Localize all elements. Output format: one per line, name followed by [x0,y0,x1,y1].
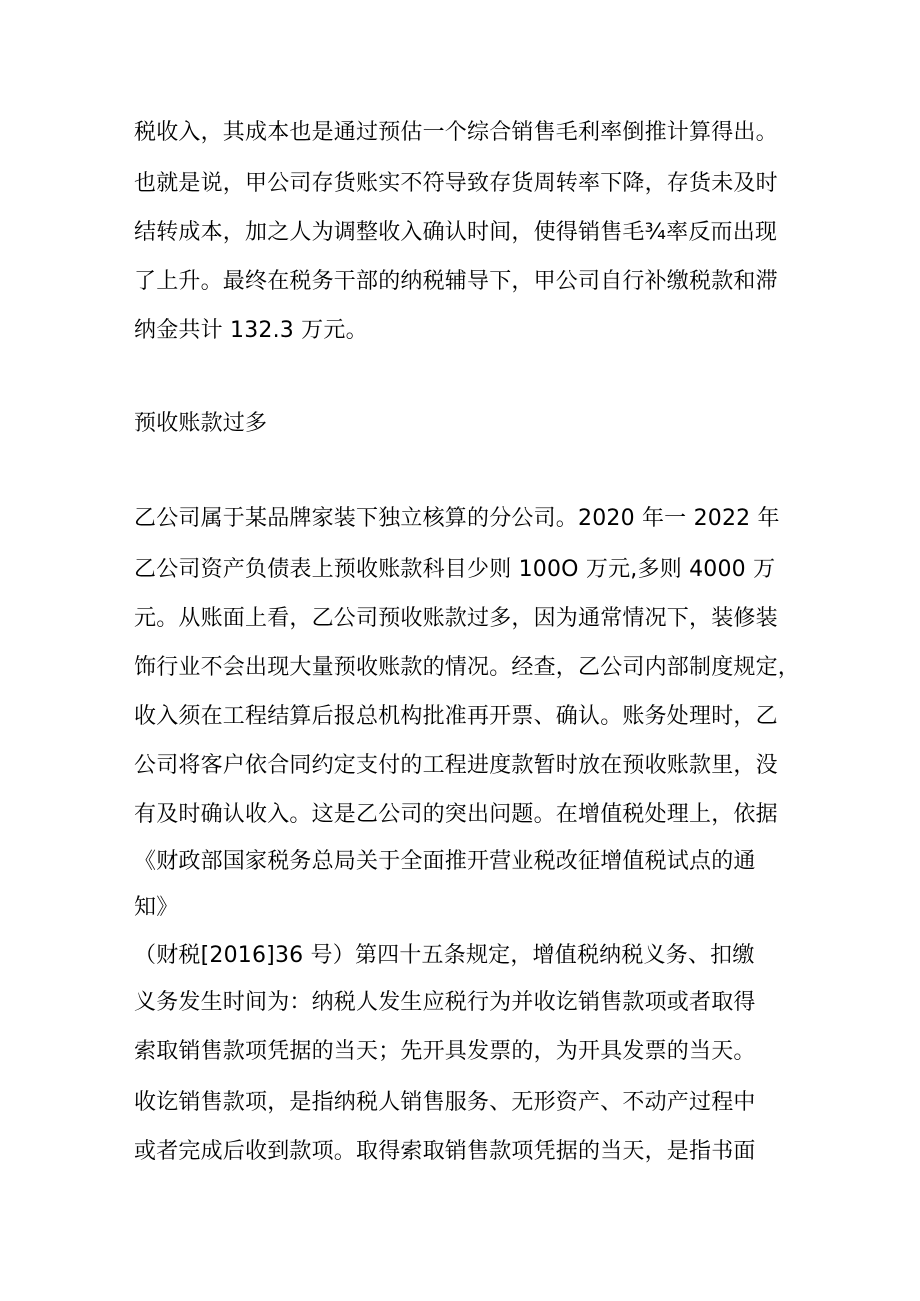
para2-line-3: 元。从账面上看，乙公司预收账款过多，因为通常情况下，装修装 [134,606,778,631]
para3-line-4: 收讫销售款项，是指纳税人销售服务、无形资产、不动产过程中 [134,1090,756,1115]
para1-line-2: 也就是说，甲公司存货账实不符导致存货周转率下降，存货未及时 [134,171,778,196]
para2-line-1: 乙公司属于某品牌家装下独立核算的分公司。2020 年一 2022 年 [134,506,780,531]
para1-line-5: 纳金共计 132.3 万元。 [134,318,368,343]
para2-line-4: 饰行业不会出现大量预收账款的情况。经查，乙公司内部制度规定， [134,655,801,680]
para2-line-9: 知》 [134,895,179,920]
para2-line-8: 《财政部国家税务总局关于全面推开营业税改征增值税试点的通 [134,849,756,874]
para2-line-2: 乙公司资产负债表上预收账款科目少则 100O 万元,多则 4000 万 [134,557,776,582]
para3-line-1: （财税[2016]36 号）第四十五条规定，增值税纳税义务、扣缴 [134,943,755,968]
para1-line-4: 了上升。最终在税务干部的纳税辅导下，甲公司自行补缴税款和滞 [134,269,778,294]
para3-line-3: 索取销售款项凭据的当天；先开具发票的，为开具发票的当天。 [134,1039,756,1064]
para2-line-7: 有及时确认收入。这是乙公司的突出问题。在增值税处理上，依据 [134,802,778,827]
para2-line-5: 收入须在工程结算后报总机构批准再开票、确认。账务处理时，乙 [134,704,778,729]
para3-line-5: 或者完成后收到款项。取得索取销售款项凭据的当天，是指书面 [134,1139,756,1164]
para1-line-3: 结转成本，加之人为调整收入确认时间，使得销售毛¾率反而出现 [134,220,778,245]
para1-line-1: 税收入，其成本也是通过预估一个综合销售毛利率倒推计算得出。 [134,120,778,145]
para3-line-2: 义务发生时间为：纳税人发生应税行为并收讫销售款项或者取得 [134,990,756,1015]
section-heading: 预收账款过多 [134,411,268,436]
para2-line-6: 公司将客户依合同约定支付的工程进度款暂时放在预收账款里，没 [134,753,778,778]
